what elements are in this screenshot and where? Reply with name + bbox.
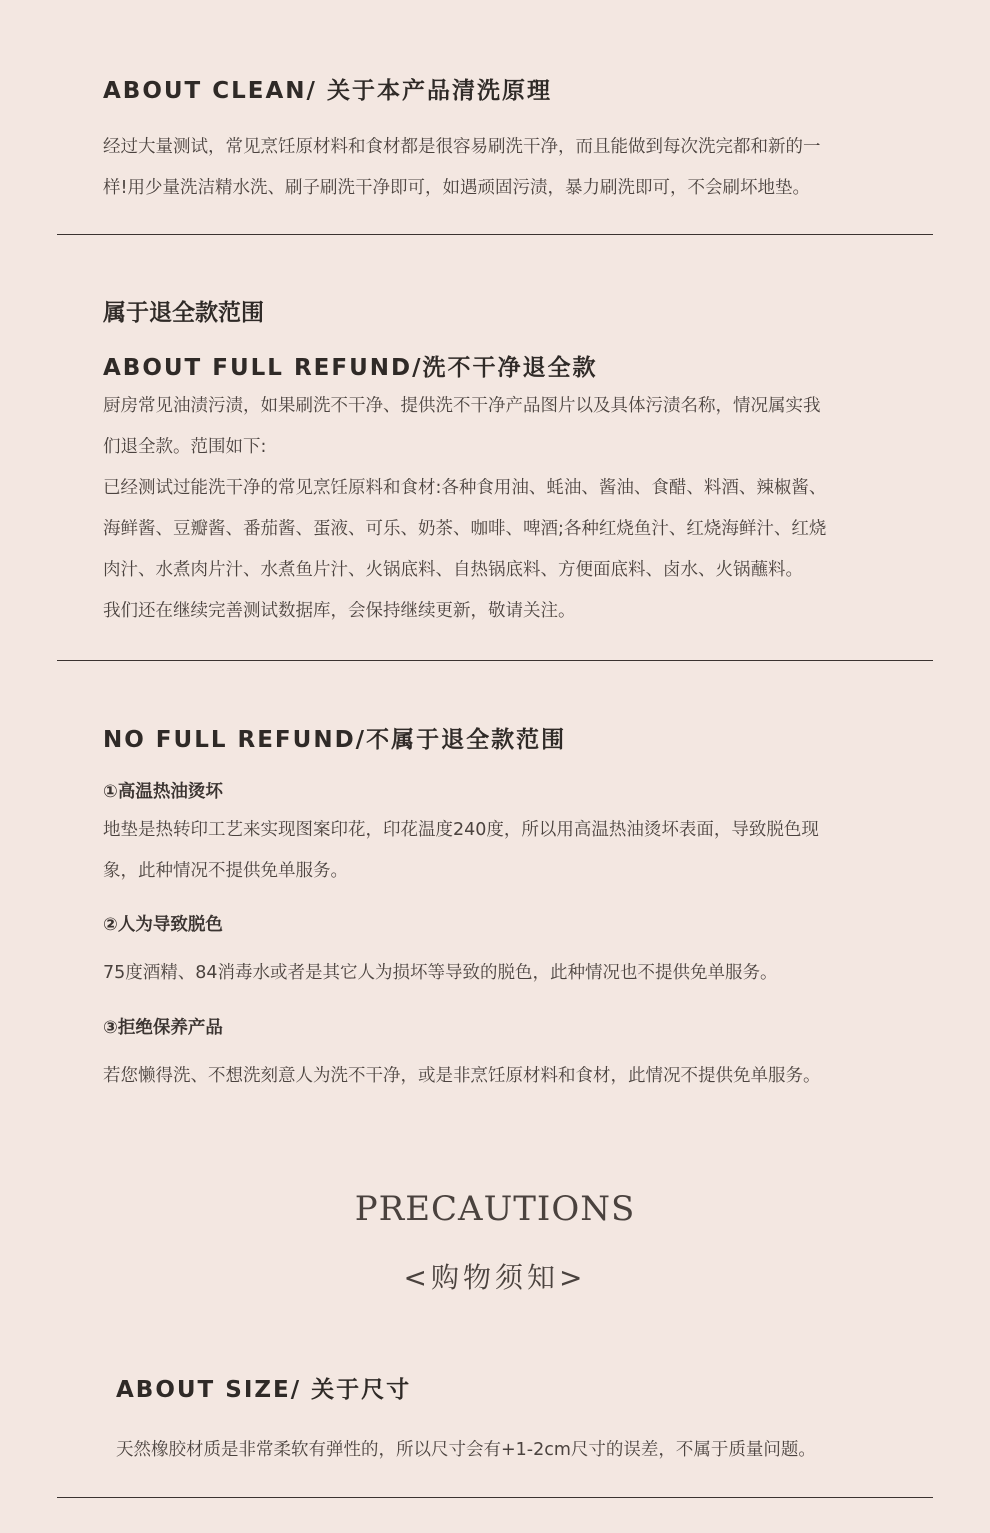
divider-2 <box>57 660 933 661</box>
precautions-title: PRECAUTIONS <box>354 1189 636 1229</box>
full-refund-body <box>103 386 943 632</box>
about-clean-body <box>103 127 943 209</box>
about-size-line-1: 天然橡胶材质是非常柔软有弹性的，所以尺寸会有+1-2cm尺寸的误差，不属于质量问题。 <box>116 1440 816 1460</box>
no-refund-item-2-title: ②人为导致脱色 <box>103 915 223 935</box>
full-refund-line-4: 海鲜酱、豆瓣酱、番茄酱、蛋液、可乐、奶茶、咖啡、啤酒;各种红烧鱼汁、红烧海鲜汁、红烧 <box>103 519 827 539</box>
no-full-refund-heading: NO FULL REFUND/不属于退全款范围 <box>103 727 567 753</box>
no-refund-item-3-title: ③拒绝保养产品 <box>103 1018 223 1038</box>
about-size-heading: ABOUT SIZE/ 关于尺寸 <box>116 1377 412 1403</box>
no-refund-item-2-line-1: 75度酒精、84消毒水或者是其它人为损坏等导致的脱色，此种情况也不提供免单服务。 <box>103 963 778 983</box>
about-clean-line-1: 经过大量测试，常见烹饪原材料和食材都是很容易刷洗干净，而且能做到每次洗完都和新的一 <box>103 137 821 157</box>
full-refund-line-6: 我们还在继续完善测试数据库，会保持继续更新，敬请关注。 <box>103 601 576 621</box>
no-refund-item-2-body <box>103 953 943 994</box>
divider-3 <box>57 1497 933 1498</box>
no-refund-item-3-line-1: 若您懒得洗、不想洗刻意人为洗不干净，或是非烹饪原材料和食材，此情况不提供免单服务。 <box>103 1066 821 1086</box>
no-refund-item-1-body <box>103 810 943 892</box>
about-clean-heading: ABOUT CLEAN/ 关于本产品清洗原理 <box>103 78 552 104</box>
no-refund-item-1-title: ①高温热油烫坏 <box>103 782 223 802</box>
divider-1 <box>57 234 933 235</box>
full-refund-line-2: 们退全款。范围如下: <box>103 437 267 457</box>
about-size-body <box>116 1430 956 1471</box>
no-refund-item-3-body <box>103 1056 943 1097</box>
no-refund-item-1-line-2: 象，此种情况不提供免单服务。 <box>103 861 348 881</box>
no-refund-item-1-line-1: 地垫是热转印工艺来实现图案印花，印花温度240度，所以用高温热油烫坏表面，导致脱色现 <box>103 820 819 840</box>
full-refund-line-1: 厨房常见油渍污渍，如果刷洗不干净、提供洗不干净产品图片以及具体污渍名称，情况属实我 <box>103 396 821 416</box>
about-clean-line-2: 样!用少量洗洁精水洗、刷子刷洗干净即可，如遇顽固污渍，暴力刷洗即可，不会刷坏地垫。 <box>103 178 811 198</box>
full-refund-line-3: 已经测试过能洗干净的常见烹饪原料和食材:各种食用油、蚝油、酱油、食醋、料酒、辣椒酱、 <box>103 478 827 498</box>
full-refund-heading: ABOUT FULL REFUND/洗不干净退全款 <box>103 355 598 381</box>
full-refund-line-5: 肉汁、水煮肉片汁、水煮鱼片汁、火锅底料、自热锅底料、方便面底料、卤水、火锅蘸料。 <box>103 560 803 580</box>
full-refund-title: 属于退全款范围 <box>103 300 264 326</box>
precautions-subtitle: <购物须知> <box>403 1261 587 1294</box>
